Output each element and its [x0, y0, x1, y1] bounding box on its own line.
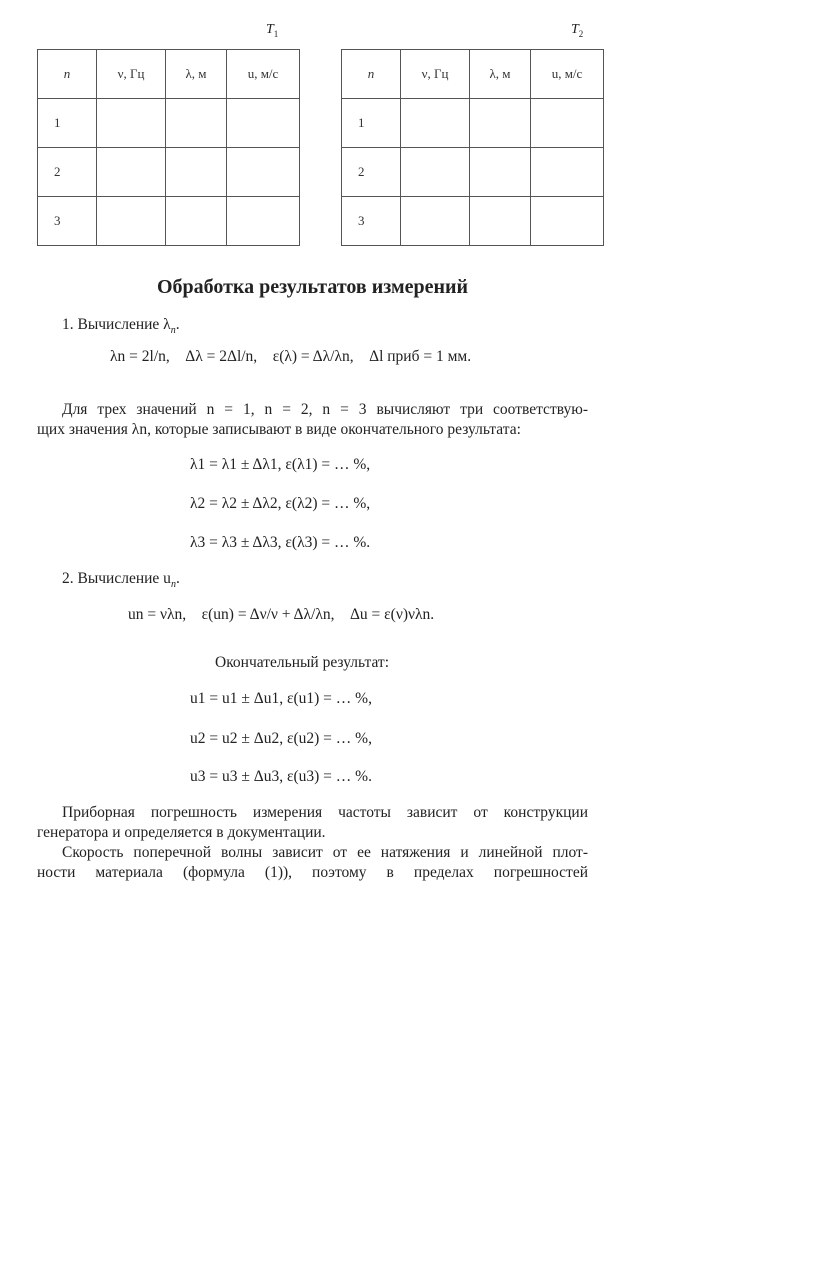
paragraph-line: Скорость поперечной волны зависит от ее натяжения и линейной плот-: [62, 844, 588, 861]
empty-cell: [166, 99, 227, 148]
lambda-result-2: λ2 = λ2 ± Δλ2, ε(λ2) = … %,: [190, 495, 371, 512]
formula-lambda-n: λn = 2l/n,: [110, 348, 170, 365]
empty-cell: [470, 197, 531, 246]
formula-delta-u: Δu = ε(ν)νλn.: [349, 606, 435, 623]
empty-cell: [227, 197, 300, 246]
empty-cell: [401, 99, 470, 148]
formula-delta-l-instrument: Δl приб = 1 мм.: [369, 348, 472, 365]
empty-cell: [531, 148, 604, 197]
row-index-cell: 1: [38, 99, 97, 148]
header-cell: λ, м: [470, 50, 531, 99]
u-result-1: u1 = u1 ± Δu1, ε(u1) = … %,: [190, 690, 372, 707]
formula-delta-lambda: Δλ = 2Δl/n,: [185, 348, 258, 365]
empty-cell: [401, 197, 470, 246]
empty-cell: [166, 197, 227, 246]
header-cell: ν, Гц: [401, 50, 470, 99]
paragraph-line: Приборная погрешность измерения частоты зависит от конструкции: [62, 804, 588, 821]
empty-cell: [227, 99, 300, 148]
table-row: [38, 148, 300, 197]
paragraph-line: щих значения λn, которые записывают в виде окончательного результата:: [37, 421, 521, 438]
header-cell: n: [342, 50, 401, 99]
empty-cell: [531, 99, 604, 148]
header-cell: u, м/с: [227, 50, 300, 99]
formula-u-n: un = νλn,: [128, 606, 187, 623]
row-index-cell: 3: [38, 197, 97, 246]
row-index-cell: 2: [342, 148, 401, 197]
measurement-table-2: [341, 49, 604, 246]
u-formulas: [128, 606, 434, 624]
section-heading: Обработка результатов измерений: [156, 276, 469, 298]
table-header-row: [342, 50, 604, 99]
table-header-row: [38, 50, 300, 99]
empty-cell: [97, 148, 166, 197]
table-row: [38, 99, 300, 148]
header-cell: u, м/с: [531, 50, 604, 99]
header-cell: λ, м: [166, 50, 227, 99]
empty-cell: [227, 148, 300, 197]
u-result-2: u2 = u2 ± Δu2, ε(u2) = … %,: [190, 730, 372, 747]
row-index-cell: 3: [342, 197, 401, 246]
measurement-table-1: [37, 49, 300, 246]
table-2-title: $T_2$: [571, 22, 584, 39]
formula-eps-lambda: ε(λ) = Δλ/λn,: [272, 348, 354, 365]
table-1-title: $T_1$: [266, 22, 279, 39]
header-cell: ν, Гц: [97, 50, 166, 99]
lambda-result-1: λ1 = λ1 ± Δλ1, ε(λ1) = … %,: [190, 456, 371, 473]
lambda-result-3: λ3 = λ3 ± Δλ3, ε(λ3) = … %.: [190, 534, 371, 551]
lambda-formulas: [110, 348, 471, 366]
empty-cell: [470, 99, 531, 148]
empty-cell: [531, 197, 604, 246]
table-row: [342, 148, 604, 197]
empty-cell: [166, 148, 227, 197]
section-2-label: 2. Вычисление $u_n$.: [62, 570, 180, 591]
final-result-label: Окончательный результат:: [215, 654, 390, 671]
empty-cell: [401, 148, 470, 197]
empty-cell: [470, 148, 531, 197]
u-result-3: u3 = u3 ± Δu3, ε(u3) = … %.: [190, 768, 372, 785]
row-index-cell: 2: [38, 148, 97, 197]
paragraph-line: ности материала (формула (1)), поэтому в пределах погрешностей: [37, 864, 588, 881]
table-row: [342, 197, 604, 246]
paragraph-line: Для трех значений n = 1, n = 2, n = 3 вычисляют три соответствую-: [62, 401, 588, 418]
section-1-label: 1. Вычисление $\lambda_n$.: [62, 316, 180, 337]
table-row: [342, 99, 604, 148]
header-cell: n: [38, 50, 97, 99]
empty-cell: [97, 197, 166, 246]
paragraph-line: генератора и определяется в документации.: [37, 824, 326, 841]
row-index-cell: 1: [342, 99, 401, 148]
table-row: [38, 197, 300, 246]
empty-cell: [97, 99, 166, 148]
formula-eps-u: ε(un) = Δν/ν + Δλ/λn,: [201, 606, 335, 623]
